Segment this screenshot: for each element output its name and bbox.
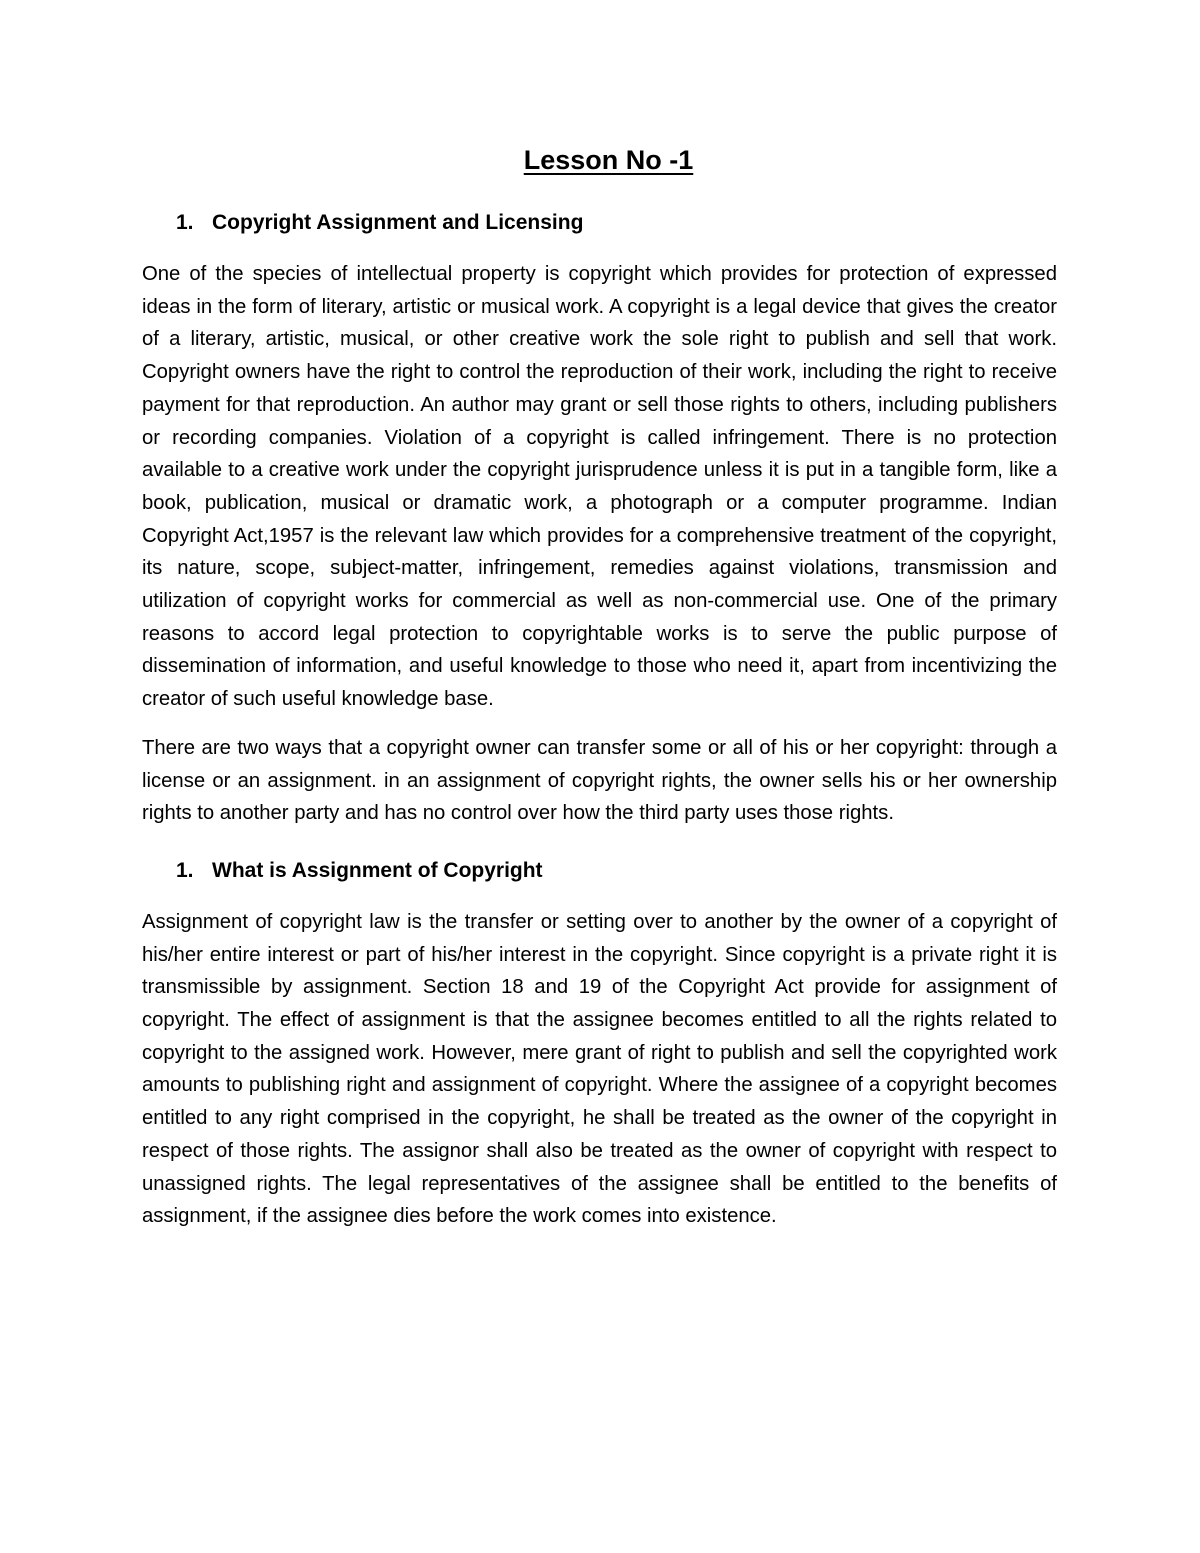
paragraph-transfer-ways: There are two ways that a copyright owner can transfer some or all of his or her copyright: through a license or an assignment. in an assignment of copyright rights, the owner sells his or her ownership rights to another party and has no control over how the third party uses those rights. bbox=[142, 736, 1057, 825]
section-heading-text: Copyright Assignment and Licensing bbox=[212, 211, 584, 234]
paragraph-copyright-intro: One of the species of intellectual property is copyright which provides for protection of expressed ideas in the form of literary, artistic or musical work. A copyright is a legal device that gives the creator of a literary, artistic, musical, or other creative work the sole right to publish and sell that work. Copyright owners have the right to control the reproduction of their work, including the right to receive payment for that reproduction. An author may grant or sell those rights to others, including publishers or recording companies. Violation of a copyright is called infringement. There is no protection available to a creative work under the copyright jurisprudence unless it is put in a tangible form, like a book, publication, musical or dramatic work, a photograph or a computer programme. Indian Copyright Act,1957 is the relevant law which provides for a comprehensive treatment of the copyright, its nature, scope, subject-matter, infringement, remedies against violations, transmission and utilization of copyright works for commercial as well as non-commercial use. One of the primary reasons to accord legal protection to copyrightable works is to serve the public purpose of dissemination of information, and useful knowledge to those who need it, apart from incentivizing the creator of such useful knowledge base. bbox=[142, 263, 1057, 711]
section-heading-assignment-of-copyright bbox=[142, 856, 1057, 886]
paragraph-assignment-definition: Assignment of copyright law is the transfer or setting over to another by the owner of a copyright of his/her entire interest or part of his/her interest in the copyright. Since copyright is a private right it is transmissible by assignment. Section 18 and 19 of the Copyright Act provide for assignment of copyright. The effect of assignment is that the assignee becomes entitled to all the rights related to copyright to the assigned work. However, mere grant of right to publish and sell the copyrighted work amounts to publishing right and assignment of copyright. Where the assignee of a copyright becomes entitled to any right comprised in the copyright, he shall be treated as the owner of the copyright in respect of those rights. The assignor shall also be treated as the owner of copyright with respect to unassigned rights. The legal representatives of the assignee shall be entitled to the benefits of assignment, if the assignee dies before the work comes into existence. bbox=[142, 910, 1057, 1228]
section-heading-copyright-assignment-licensing bbox=[142, 208, 1057, 238]
section-number: 1. bbox=[176, 858, 194, 882]
lesson-title: Lesson No -1 bbox=[523, 145, 694, 175]
section-heading-text: What is Assignment of Copyright bbox=[212, 858, 543, 882]
document-content bbox=[142, 140, 1057, 1249]
section-number: 1. bbox=[176, 211, 194, 234]
